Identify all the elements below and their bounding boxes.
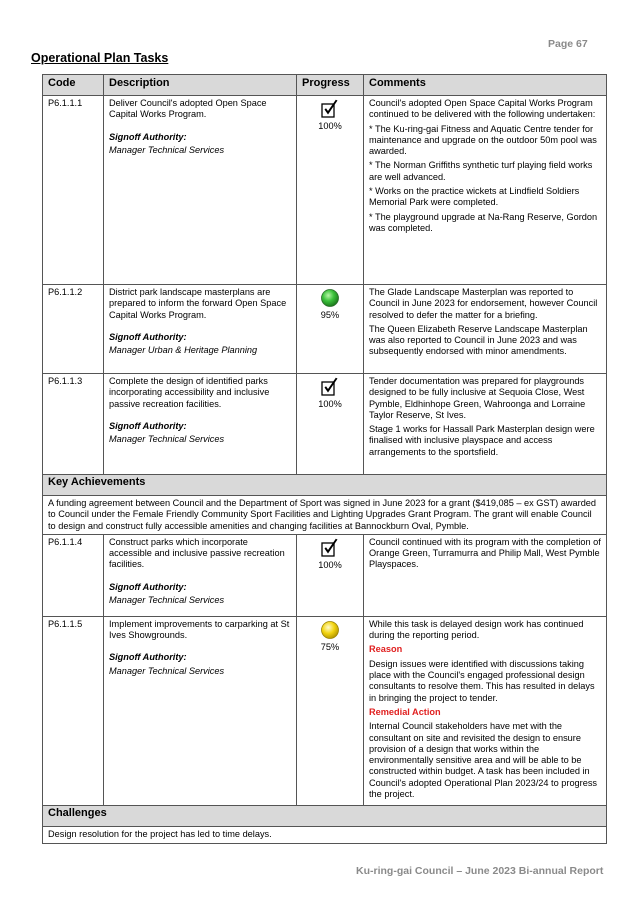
reason-heading: Reason <box>369 644 403 655</box>
comment-text: * The Norman Griffiths synthetic turf playing field works are well advanced. <box>369 160 593 182</box>
task-description: Implement improvements to carparking at St Ives Showgrounds. <box>109 618 290 641</box>
checkmark-icon <box>321 377 339 397</box>
progress-cell <box>297 374 364 475</box>
signoff-label: Signoff Authority: <box>109 131 187 142</box>
checkmark-icon <box>321 99 339 119</box>
comments-cell <box>364 285 607 374</box>
table-row <box>43 534 607 616</box>
comment-text: * Works on the practice wickets at Lindfield Soldiers Memorial Park were completed. <box>369 186 580 208</box>
progress-percent: 100% <box>318 399 342 409</box>
checkmark-icon <box>321 538 339 558</box>
task-description: District park landscape masterplans are prepared to inform the forward Open Space Capital Works Program. <box>109 287 287 320</box>
signoff-authority: Manager Technical Services <box>109 144 225 155</box>
signoff-label: Signoff Authority: <box>109 581 187 592</box>
task-code: P6.1.1.5 <box>43 616 104 805</box>
reason-text: Design issues were identified with discussions taking place with the Council's engaged professional design consultants to resolve them. This has resulted in delays in bringing the project to tender. <box>369 658 595 703</box>
page-number: Page 67 <box>548 38 588 50</box>
table-row <box>43 96 607 285</box>
table-row <box>43 616 607 805</box>
progress-cell <box>297 285 364 374</box>
header-progress: Progress <box>297 75 364 96</box>
task-description-cell <box>104 374 297 475</box>
signoff-authority: Manager Urban & Heritage Planning <box>109 345 258 356</box>
signoff-label: Signoff Authority: <box>109 331 187 342</box>
comment-text: Council continued with its program with the completion of Orange Green, Turramurra and Philip Mall, West Pymble Playspaces. <box>369 536 601 570</box>
key-achievements-row <box>43 496 607 535</box>
challenges-text: Design resolution for the project has led to time delays. <box>43 827 607 843</box>
key-achievements-text: A funding agreement between Council and the Department of Sport was signed in June 2023 for a grant ($419,085 – ex GST) awarded to Council under the Female Friendly Community Sport Facilities and Lighting Upgrades Grant Program. The grant will enable Council to design and construct fully accessible amenities and changing facilities at Bannockburn Oval, Pymble. <box>43 496 607 535</box>
comments-cell <box>364 374 607 475</box>
task-description-cell <box>104 96 297 285</box>
remedial-action-text: Internal Council stakeholders have met with the consultant on site and revisited the design to ensure provision of a design that works within the environmentally sensitive area and will be able to be constructed within budget. A task has been included in Council's adopted Operational Plan 2023/24 to progress the project. <box>369 721 598 800</box>
comment-text: The Queen Elizabeth Reserve Landscape Masterplan was also reported to Council in June 2023 and was subsequently endorsed with minor amendments. <box>369 323 588 357</box>
report-footer: Ku-ring-gai Council – June 2023 Bi-annual Report <box>356 865 604 877</box>
operational-plan-tasks-table <box>42 74 607 844</box>
challenges-band <box>43 806 607 827</box>
task-code: P6.1.1.1 <box>43 96 104 285</box>
task-code: P6.1.1.4 <box>43 534 104 616</box>
challenges-row <box>43 827 607 843</box>
signoff-authority: Manager Technical Services <box>109 434 225 445</box>
comments-cell <box>364 534 607 616</box>
header-code: Code <box>43 75 104 96</box>
comment-text: The Glade Landscape Masterplan was reported to Council in June 2023 for endorsement, however Council resolved to defer the matter for a briefing. <box>369 287 598 320</box>
progress-cell <box>297 534 364 616</box>
header-comments: Comments <box>364 75 607 96</box>
progress-cell <box>297 96 364 285</box>
challenges-label: Challenges <box>43 806 607 827</box>
key-achievements-label: Key Achievements <box>43 475 607 496</box>
progress-percent: 75% <box>320 641 340 652</box>
comment-text: Council's adopted Open Space Capital Works Program continued to be delivered with the following undertaken: <box>369 98 596 120</box>
progress-percent: 100% <box>318 559 342 570</box>
signoff-authority: Manager Technical Services <box>109 665 225 676</box>
comments-cell <box>364 96 607 285</box>
comment-text: Stage 1 works for Hassall Park Masterplan design were finalised with inclusive playspace and access arrangements to the sportsfield. <box>369 424 595 457</box>
task-description: Deliver Council's adopted Open Space Capital Works Program. <box>109 98 267 120</box>
header-description: Description <box>104 75 297 96</box>
yellow-circle-icon <box>320 620 340 640</box>
progress-percent: 100% <box>318 121 342 131</box>
task-description: Complete the design of identified parks incorporating accessibility and inclusive passive recreation facilities. <box>109 376 270 409</box>
table-header-row <box>43 75 607 96</box>
comment-text: * The Ku-ring-gai Fitness and Aquatic Centre tender for maintenance and upgrade on the outdoor 50m pool was awarded. <box>369 123 597 157</box>
key-achievements-band <box>43 475 607 496</box>
comment-text: Tender documentation was prepared for playgrounds designed to be fully inclusive at Sequoia Close, West Pymble, Eldhinhope Green, Wahroonga and Lorraine Taylor Reserve, St Ives. <box>369 376 586 420</box>
task-code: P6.1.1.3 <box>43 374 104 475</box>
task-description-cell <box>104 285 297 374</box>
remedial-action-heading: Remedial Action <box>369 706 441 717</box>
comment-text: * The playground upgrade at Na-Rang Reserve, Gordon was completed. <box>369 211 598 233</box>
task-description-cell <box>104 534 297 616</box>
table-row <box>43 374 607 475</box>
green-circle-icon <box>320 288 340 308</box>
task-description: Construct parks which incorporate accessible and inclusive passive recreation facilities. <box>109 536 285 570</box>
comments-cell <box>364 616 607 805</box>
section-title: Operational Plan Tasks <box>31 51 169 65</box>
signoff-label: Signoff Authority: <box>109 420 187 431</box>
signoff-authority: Manager Technical Services <box>109 595 225 606</box>
progress-cell <box>297 616 364 805</box>
task-code: P6.1.1.2 <box>43 285 104 374</box>
task-description-cell <box>104 616 297 805</box>
progress-percent: 95% <box>320 310 340 320</box>
signoff-label: Signoff Authority: <box>109 652 187 663</box>
comment-text: While this task is delayed design work has continued during the reporting period. <box>369 618 584 641</box>
table-row <box>43 285 607 374</box>
